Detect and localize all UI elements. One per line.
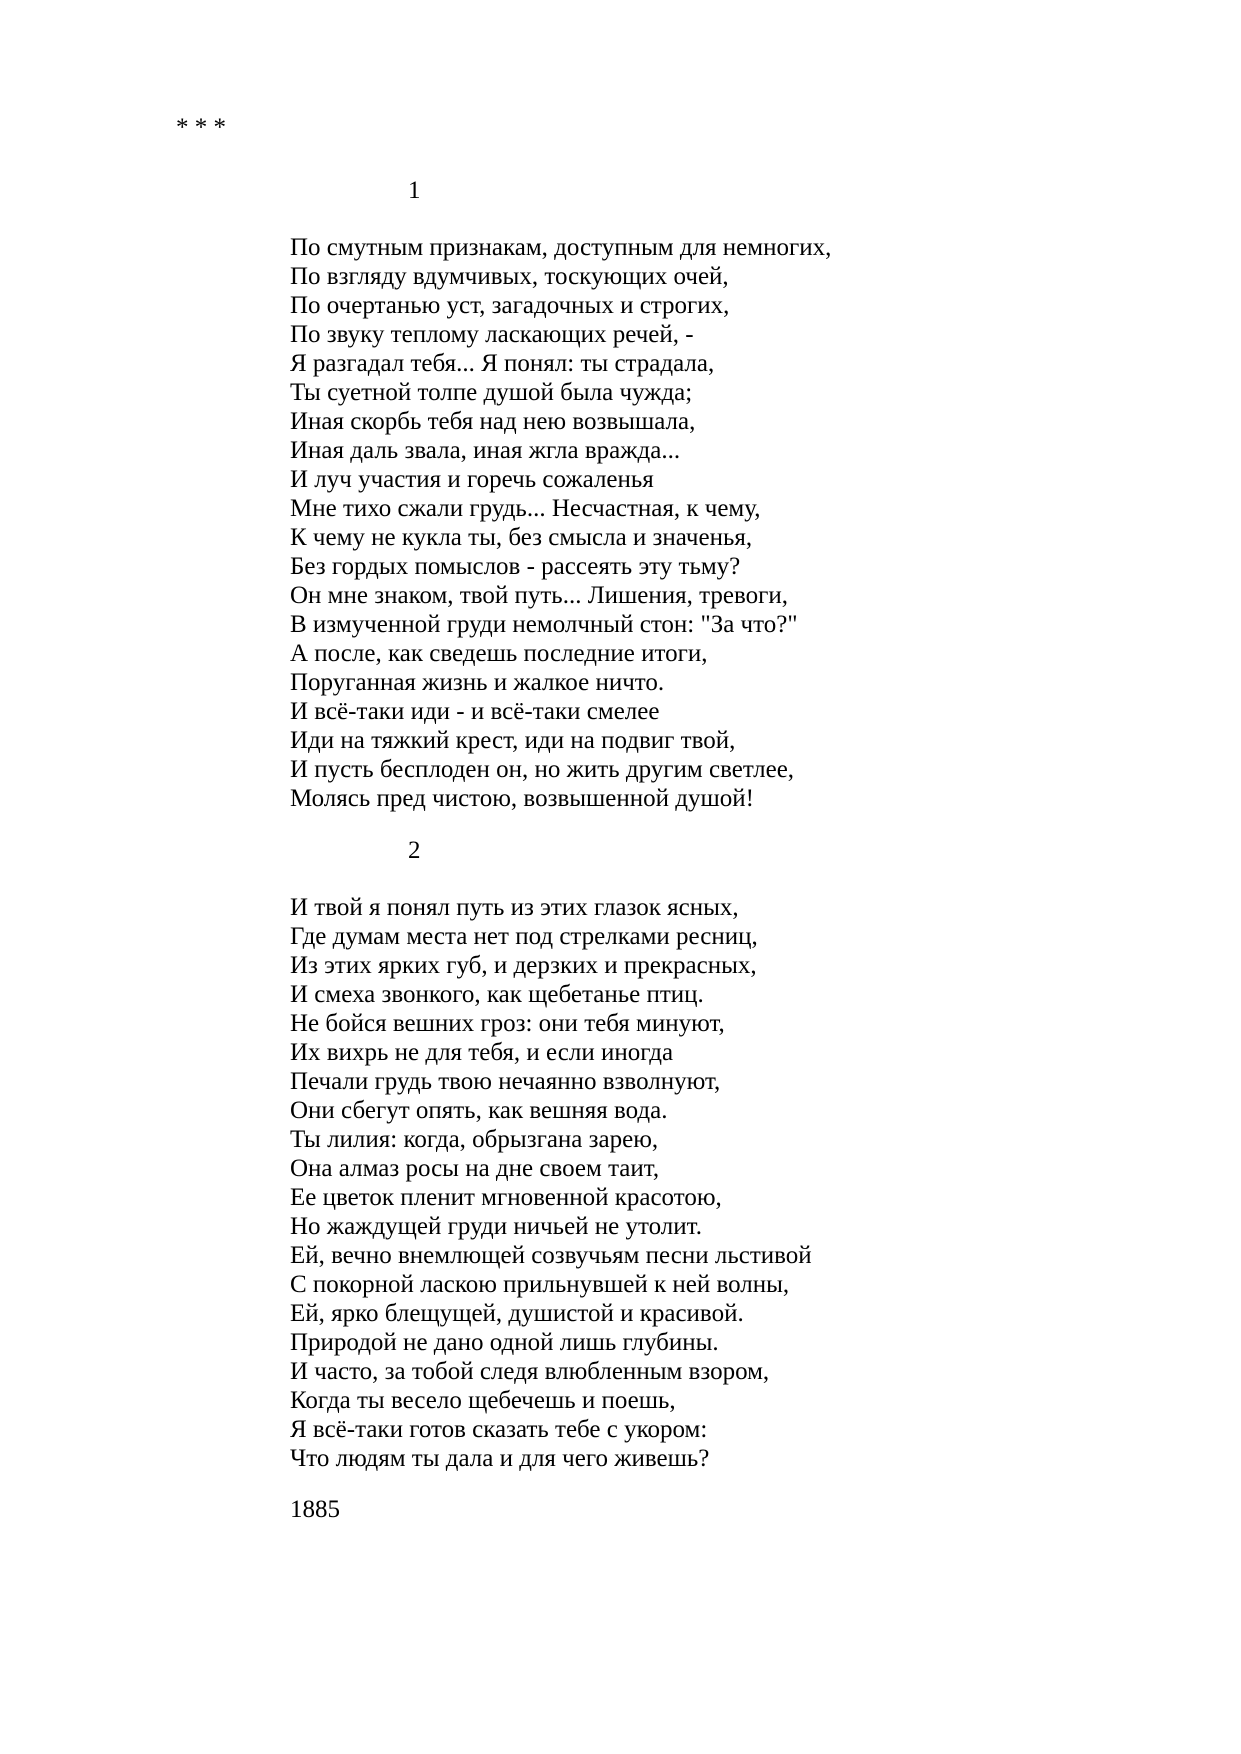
verse-line: По взгляду вдумчивых, тоскующих очей, <box>290 263 729 290</box>
verse-line: Он мне знаком, твой путь... Лишения, тревоги, <box>290 582 788 609</box>
verse-line: И всё-таки иди - и всё-таки смелее <box>290 698 660 725</box>
verse-line: Печали грудь твою нечаянно взволнуют, <box>290 1068 721 1095</box>
verse-line: К чему не кукла ты, без смысла и значенья, <box>290 524 753 551</box>
verse-line: И твой я понял путь из этих глазок ясных, <box>290 894 739 921</box>
verse-line: В измученной груди немолчный стон: "За что?" <box>290 611 798 638</box>
verse-line: И луч участия и горечь сожаленья <box>290 466 654 493</box>
verse-line: Из этих ярких губ, и дерзких и прекрасных, <box>290 952 757 979</box>
verse-line: Я разгадал тебя... Я понял: ты страдала, <box>290 350 715 377</box>
verse-line: И пусть бесплоден он, но жить другим светлее, <box>290 756 795 783</box>
verse-line: Но жаждущей груди ничьей не утолит. <box>290 1213 702 1240</box>
verse-line: Что людям ты дала и для чего живешь? <box>290 1445 710 1472</box>
verse-line: Ты суетной толпе душой была чужда; <box>290 379 693 406</box>
verse-line: Не бойся вешних гроз: они тебя минуют, <box>290 1010 725 1037</box>
verse-line: Она алмаз росы на дне своем таит, <box>290 1155 660 1182</box>
verse-line: Где думам места нет под стрелками ресниц, <box>290 923 758 950</box>
verse-line: Молясь пред чистою, возвышенной душой! <box>290 785 754 812</box>
verse-line: Иди на тяжкий крест, иди на подвиг твой, <box>290 727 736 754</box>
verse-line: Я всё-таки готов сказать тебе с укором: <box>290 1416 708 1443</box>
poem-part-2 <box>290 893 812 1473</box>
part-number-1: 1 <box>408 177 421 204</box>
verse-line: Поруганная жизнь и жалкое ничто. <box>290 669 665 696</box>
poem-part-1 <box>290 233 831 813</box>
verse-line: Ей, вечно внемлющей созвучьям песни льстивой <box>290 1242 812 1269</box>
verse-line: Они сбегут опять, как вешняя вода. <box>290 1097 668 1124</box>
verse-line: По смутным признакам, доступным для немногих, <box>290 234 832 261</box>
poem-year: 1885 <box>290 1496 340 1523</box>
verse-line: По звуку теплому ласкающих речей, - <box>290 321 694 348</box>
verse-line: Иная скорбь тебя над нею возвышала, <box>290 408 696 435</box>
part-number-2: 2 <box>408 837 421 864</box>
section-separator: * * * <box>176 114 226 141</box>
verse-line: По очертанью уст, загадочных и строгих, <box>290 292 730 319</box>
verse-line: Мне тихо сжали грудь... Несчастная, к чему, <box>290 495 761 522</box>
verse-line: Ей, ярко блещущей, душистой и красивой. <box>290 1300 744 1327</box>
verse-line: Их вихрь не для тебя, и если иногда <box>290 1039 674 1066</box>
verse-line: Иная даль звала, иная жгла вражда... <box>290 437 681 464</box>
verse-line: И часто, за тобой следя влюбленным взором, <box>290 1358 770 1385</box>
verse-line: И смеха звонкого, как щебетанье птиц. <box>290 981 704 1008</box>
verse-line: С покорной ласкою прильнувшей к ней волны, <box>290 1271 790 1298</box>
verse-line: Когда ты весело щебечешь и поешь, <box>290 1387 676 1414</box>
verse-line: А после, как сведешь последние итоги, <box>290 640 708 667</box>
verse-line: Без гордых помыслов - рассеять эту тьму? <box>290 553 741 580</box>
verse-line: Ее цветок пленит мгновенной красотою, <box>290 1184 722 1211</box>
verse-line: Природой не дано одной лишь глубины. <box>290 1329 719 1356</box>
verse-line: Ты лилия: когда, обрызгана зарею, <box>290 1126 659 1153</box>
